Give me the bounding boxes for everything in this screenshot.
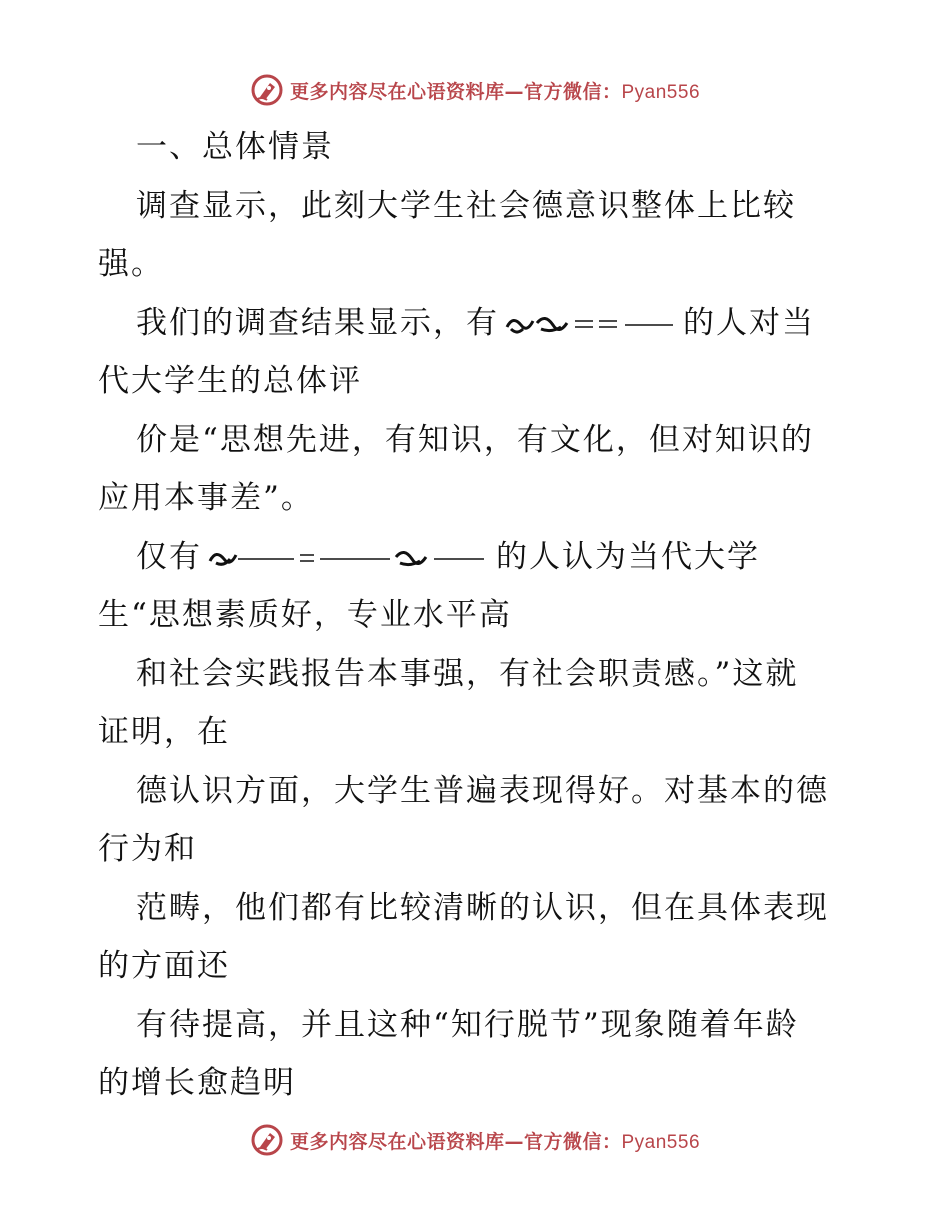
paragraph-text: 仅有 [136, 538, 202, 575]
document-body [98, 118, 858, 1113]
footer-banner [0, 1120, 950, 1160]
paragraph-line [98, 294, 858, 353]
paragraph-line: 应用本事差”。 [98, 480, 314, 516]
footer-text: 更多内容尽在心语资料库—官方微信：Pyan556 [289, 1130, 701, 1153]
paragraph-text: 的人认为当代大学 [496, 538, 760, 575]
paragraph-line: 的增长愈趋明 [98, 1065, 296, 1101]
header-text: 更多内容尽在心语资料库—官方微信：Pyan556 [289, 80, 701, 103]
section-heading: 一、总体情景 [136, 129, 334, 165]
paragraph-text: 的人对当 [683, 304, 815, 341]
paragraph-line [98, 528, 858, 587]
paragraph-line: 生“思想素质好，专业水平高 [98, 597, 512, 633]
paragraph-line: 证明，在 [98, 714, 230, 750]
paragraph-line: 行为和 [98, 831, 197, 867]
pen-nib-logo-icon [250, 73, 284, 107]
paragraph-text: 我们的调查结果显示，有 [136, 304, 499, 341]
header-account: Pyan556 [621, 81, 701, 103]
paragraph-line: 代大学生的总体评 [98, 363, 362, 399]
paragraph-line: 有待提高，并且这种“知行脱节”现象随着年龄 [136, 1006, 799, 1043]
footer-account: Pyan556 [621, 1131, 701, 1153]
paragraph-line: 德认识方面，大学生普遍表现得好。对基本的德 [136, 772, 829, 809]
paragraph-line: 调查显示，此刻大学生社会德意识整体上比较 [136, 187, 796, 224]
paragraph-line: 价是“思想先进，有知识，有文化，但对知识的 [136, 421, 814, 458]
paragraph-line: 范畴，他们都有比较清晰的认识，但在具体表现 [136, 889, 829, 926]
paragraph-line: 的方面还 [98, 948, 230, 984]
pen-nib-logo-icon [250, 1123, 284, 1157]
paragraph-line: 和社会实践报告本事强，有社会职责感。”这就 [136, 655, 799, 692]
header-banner [0, 70, 950, 110]
garbled-glyphs-icon [503, 309, 679, 339]
garbled-glyphs-icon [206, 543, 492, 573]
paragraph-line: 强。 [98, 246, 164, 282]
